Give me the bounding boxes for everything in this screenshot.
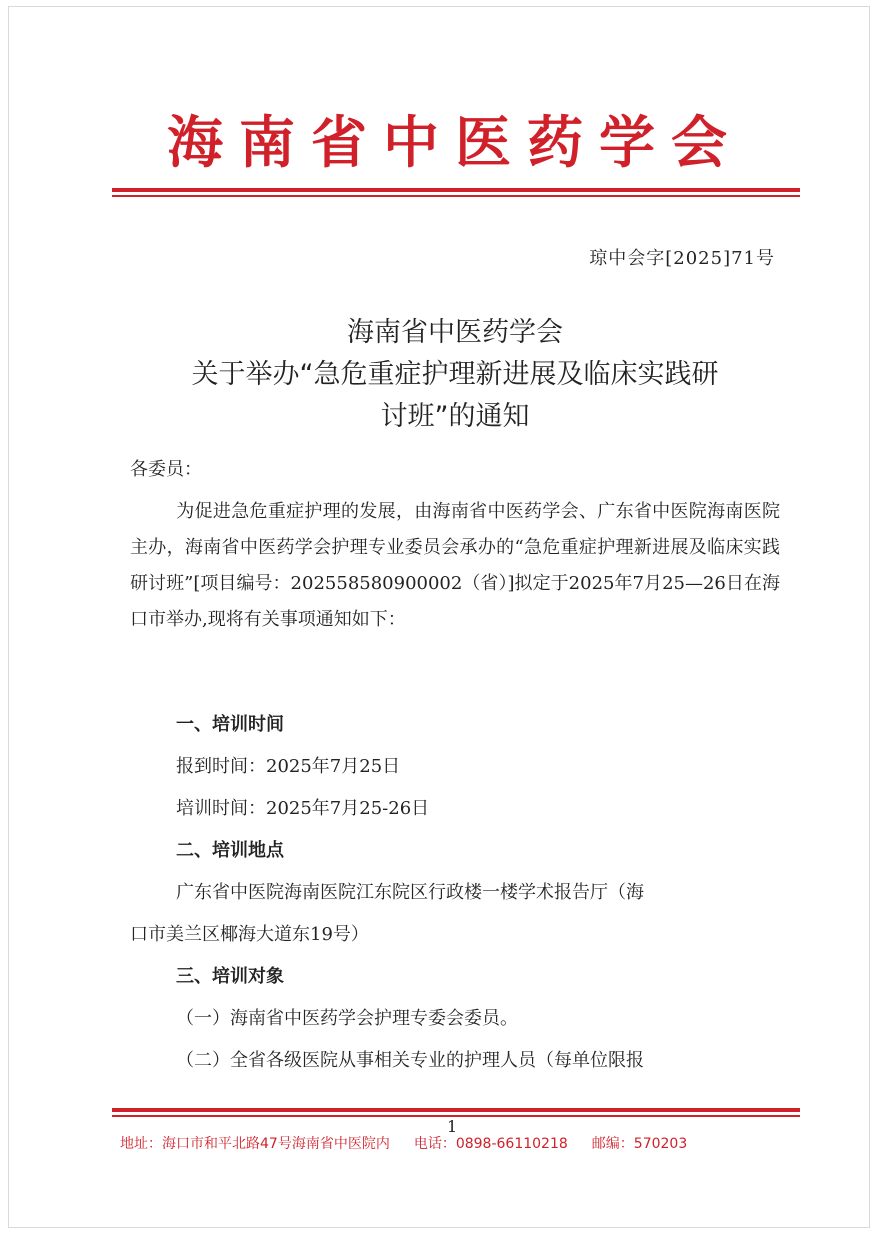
header-red-rule-thin (112, 195, 800, 197)
notice-title (120, 312, 790, 438)
section-heading-location: 二、培训地点 (176, 840, 284, 861)
footer-postcode: 邮编：570203 (591, 1136, 688, 1152)
document-number: 琼中会字[2025]71号 (589, 248, 775, 269)
letterhead-title: 海南省中医药学会 (167, 110, 743, 176)
page-number: 1 (447, 1117, 458, 1136)
training-time: 培训时间：2025年7月25-26日 (176, 798, 430, 819)
intro-paragraph-text: 为促进急危重症护理的发展，由海南省中医药学会、广东省中医院海南医院主办，海南省中医药学会护理专业委员会承办的“急危重症护理新进展及临床实践研讨班”[项目编号：202558580900002（省）]拟定于2025年7月25—26日在海口市举办,现将有关事项通知如下： (130, 501, 780, 630)
footer-phone: 电话：0898-66110218 (413, 1136, 568, 1152)
title-line-1: 海南省中医药学会 (347, 317, 563, 348)
location-line-2: 口市美兰区椰海大道东19号） (130, 924, 369, 945)
audience-item-1: （一）海南省中医药学会护理专委会委员。 (176, 1008, 518, 1029)
salutation: 各委员： (130, 459, 202, 480)
header-red-rule-thick (112, 188, 800, 192)
section-heading-time: 一、培训时间 (176, 714, 284, 735)
footer-red-rule-thick (112, 1108, 800, 1112)
section-heading-audience: 三、培训对象 (176, 966, 284, 987)
title-line-3: 讨班”的通知 (380, 401, 530, 432)
footer-address: 地址：海口市和平北路47号海南省中医院内 (120, 1136, 390, 1152)
intro-paragraph (130, 494, 780, 638)
title-line-2: 关于举办“急危重症护理新进展及临床实践研 (191, 359, 719, 390)
location-line-1: 广东省中医院海南医院江东院区行政楼一楼学术报告厅（海 (176, 882, 644, 903)
report-time: 报到时间：2025年7月25日 (176, 756, 401, 777)
audience-item-2: （二）全省各级医院从事相关专业的护理人员（每单位限报 (176, 1050, 644, 1071)
footer-contact (120, 1133, 800, 1153)
